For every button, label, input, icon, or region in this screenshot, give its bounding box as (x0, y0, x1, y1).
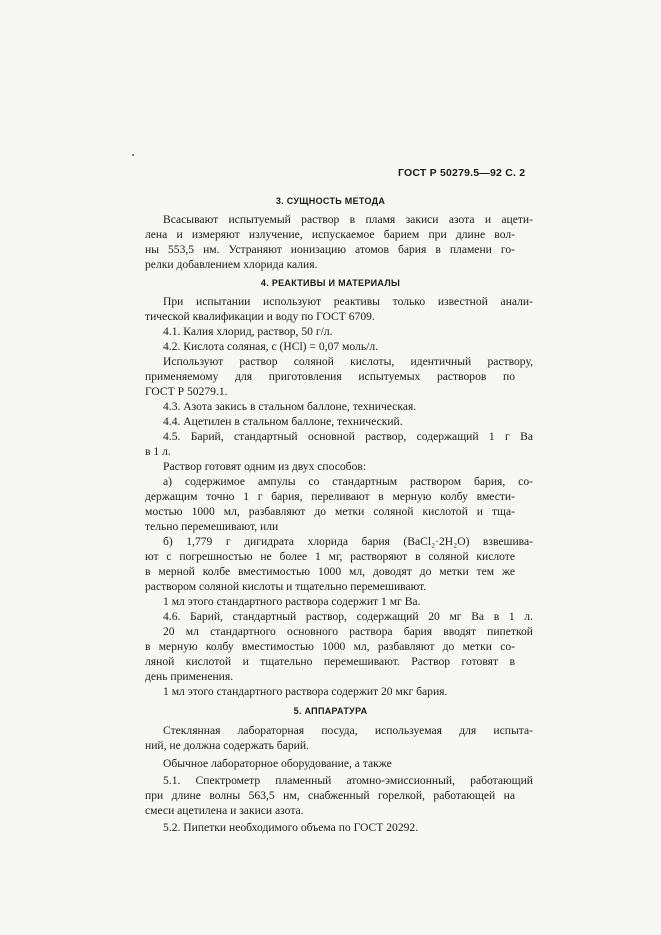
text-line: Раствор готовят одним из двух способов: (163, 460, 367, 473)
text-line: релки добавлением хлорида калия. (145, 258, 318, 271)
text-line: При испытании используют реактивы только известной анали- (163, 295, 533, 308)
text-line: 4.6. Барий, стандартный раствор, содержащий 20 мг Ва в 1 л. (163, 610, 533, 623)
text-line: 4.5. Барий, стандартный основной раствор, содержащий 1 г Ва (163, 430, 533, 443)
text-line: 5.1. Спектрометр пламенный атомно-эмиссионный, работающий (163, 774, 533, 787)
text-line: раствором соляной кислоты и тщательно перемешивают. (145, 580, 427, 593)
text-line: б) 1,779 г дигидрата хлорида бария (BaCl₂·2H₂O) взвешива- (163, 535, 533, 548)
scan-speck (132, 154, 134, 156)
text-line: смеси ацетилена и закиси азота. (145, 804, 304, 817)
text-line: 4.2. Кислота соляная, с (HCl) = 0,07 моль/л. (163, 340, 379, 353)
text-line: тической квалификации и воду по ГОСТ 6709. (145, 310, 375, 323)
page-header: ГОСТ Р 50279.5—92 С. 2 (398, 167, 526, 179)
text-line: Стеклянная лабораторная посуда, используемая для испыта- (163, 724, 533, 737)
text-line: в мерной колбе вместимостью 1000 мл, доводят до метки тем же (145, 565, 515, 578)
text-line: 4.1. Калия хлорид, раствор, 50 г/л. (163, 325, 333, 338)
text-line: Используют раствор соляной кислоты, идентичный раствору, (163, 355, 533, 368)
text-line: ГОСТ Р 50279.1. (145, 385, 228, 398)
text-line: мостью 1000 мл, разбавляют до метки соляной кислотой и тща- (145, 505, 515, 518)
text-line: 4.3. Азота закись в стальном баллоне, техническая. (163, 400, 417, 413)
text-line: лена и измеряют излучение, испускаемое барием при длине вол- (145, 228, 515, 241)
text-line: 5.2. Пипетки необходимого объема по ГОСТ 20292. (163, 821, 419, 834)
text-line: 1 мл этого стандартного раствора содержит 20 мкг бария. (163, 685, 448, 698)
section-4-heading: 4. РЕАКТИВЫ И МАТЕРИАЛЫ (260, 278, 401, 288)
text-line: 20 мл стандартного основного раствора бария вводят пипеткой (163, 625, 533, 638)
text-line: день применения. (145, 670, 234, 683)
text-line: Обычное лабораторное оборудование, а также (163, 757, 392, 770)
text-line: ляной кислотой и тщательно перемешивают. Раствор готовят в (145, 655, 515, 668)
text-line: при длине волны 563,5 нм, снабженный горелкой, работающей на (145, 789, 515, 802)
text-line: применяемому для приготовления испытуемых растворов по (145, 370, 515, 383)
text-line: в 1 л. (145, 445, 171, 458)
text-line: а) содержимое ампулы со стандартным раствором бария, со- (163, 475, 533, 488)
text-line: в мерную колбу вместимостью 1000 мл, разбавляют до метки со- (145, 640, 515, 653)
text-line: ны 553,5 нм. Устраняют ионизацию атомов бария в пламени го- (145, 243, 515, 256)
text-line: ний, не должна содержать барий. (145, 739, 309, 752)
text-line: тельно перемешивают, или (145, 520, 279, 533)
section-5-heading: 5. АППАРАТУРА (293, 706, 368, 716)
text-line: держащим точно 1 г бария, переливают в мерную колбу вмести- (145, 490, 515, 503)
text-line: 1 мл этого стандартного раствора содержит 1 мг Ва. (163, 595, 421, 608)
section-3-heading: 3. СУЩНОСТЬ МЕТОДА (275, 196, 386, 206)
text-line: 4.4. Ацетилен в стальном баллоне, технический. (163, 415, 403, 428)
text-line: ют с погрешностью не более 1 мг, растворяют в соляной кислоте (145, 550, 515, 563)
text-line: Всасывают испытуемый раствор в пламя закиси азота и ацети- (163, 213, 533, 226)
